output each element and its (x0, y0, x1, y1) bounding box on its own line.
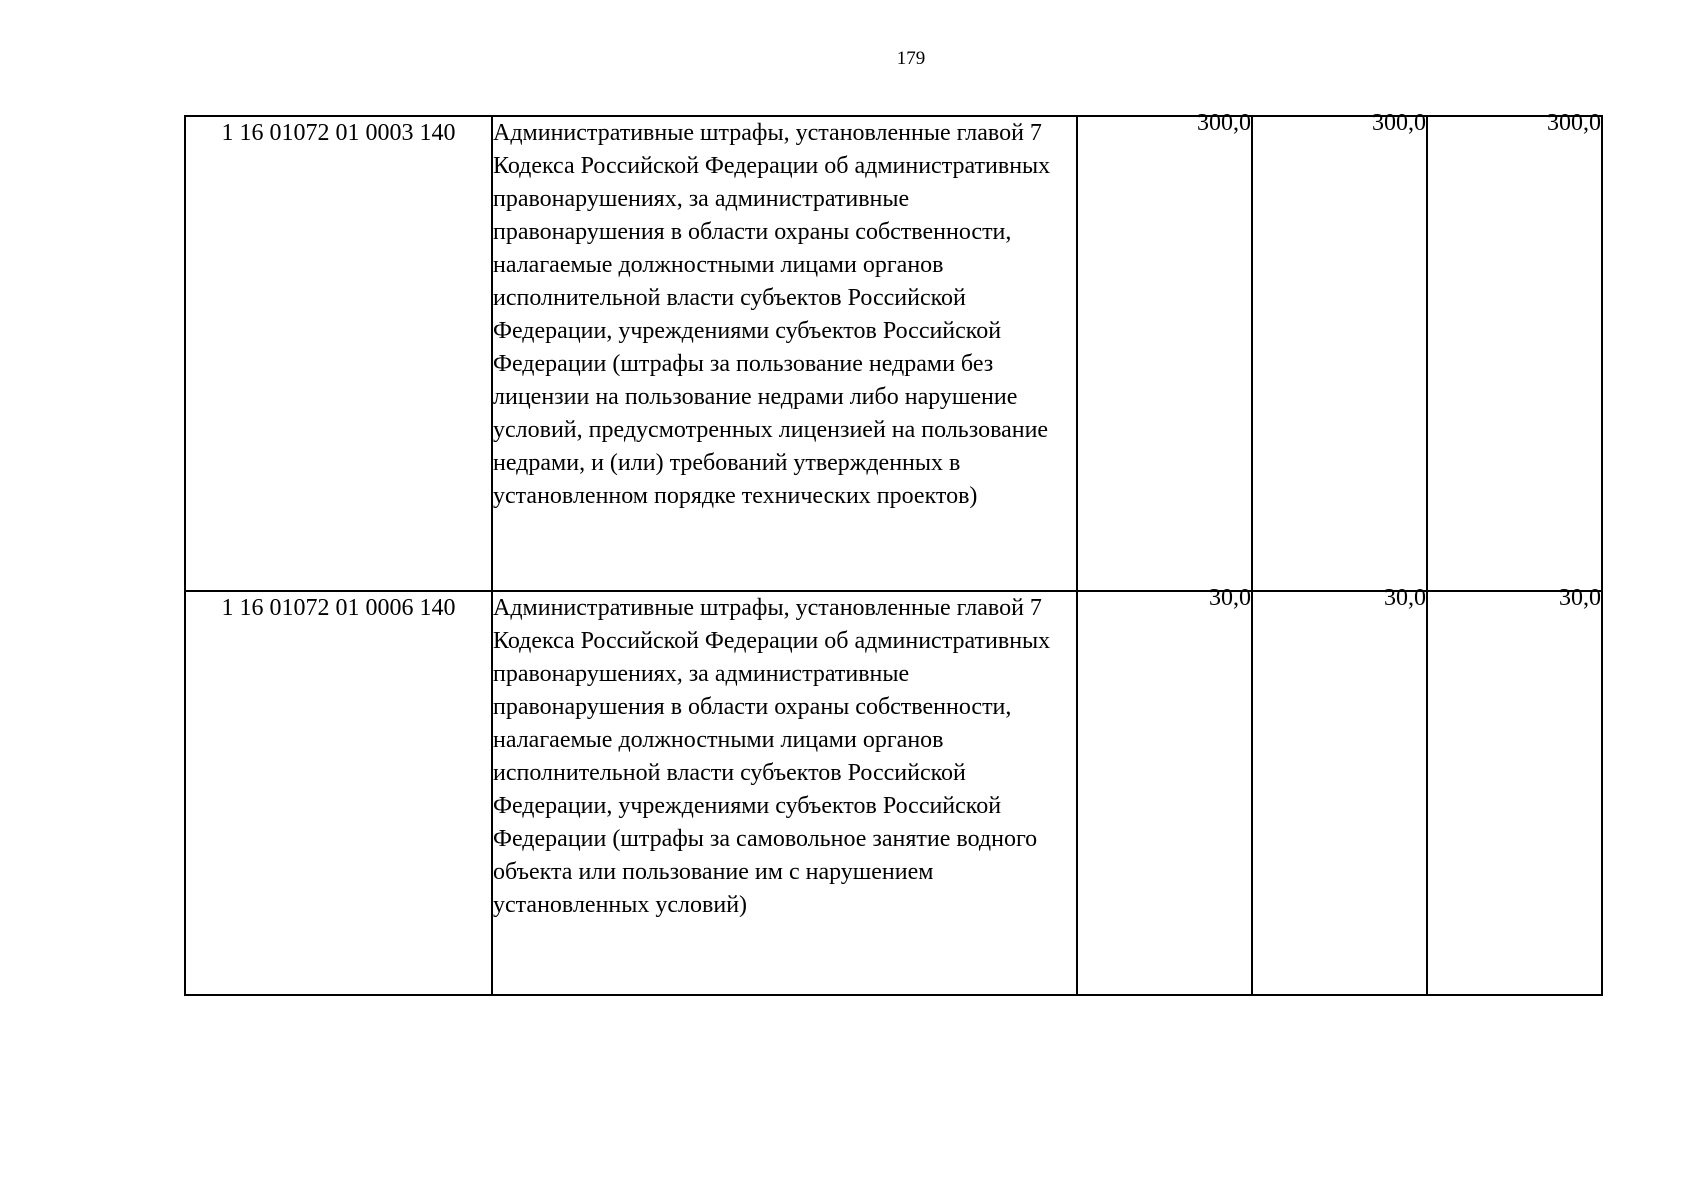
budget-code-cell: 1 16 01072 01 0003 140 (185, 116, 492, 591)
amount-value: 30,0 (1384, 585, 1426, 611)
budget-table (184, 110, 1603, 996)
amount-cell-year-3 (1427, 585, 1602, 995)
amount-value: 300,0 (1197, 110, 1251, 136)
amount-value: 30,0 (1559, 585, 1601, 611)
description-cell: Административные штрафы, установленные главой 7 Кодекса Российской Федерации об административных правонарушениях, за административные правонарушения в области охраны собственности, налагаемые должностными лицами органов исполнительной власти субъектов Российской Федерации, учреждениями субъектов Российской Федерации (штрафы за пользование недрами без лицензии на пользование недрами либо нарушение условий, предусмотренных лицензией на пользование недрами, и (или) требований утвержденных в установленном порядке технических проектов) (492, 116, 1077, 591)
amount-cell-year-2 (1252, 585, 1427, 995)
page-number: 179 (896, 48, 926, 69)
amount-cell-year-3 (1427, 110, 1602, 591)
description-cell: Административные штрафы, установленные главой 7 Кодекса Российской Федерации об административных правонарушениях, за административные правонарушения в области охраны собственности, налагаемые должностными лицами органов исполнительной власти субъектов Российской Федерации, учреждениями субъектов Российской Федерации (штрафы за самовольное занятие водного объекта или пользование им с нарушением установленных условий) (492, 591, 1077, 995)
amount-cell-year-1 (1077, 585, 1252, 995)
amount-cell-year-2 (1252, 110, 1427, 591)
amount-value: 30,0 (1209, 585, 1251, 611)
table-row (185, 591, 1602, 995)
amount-cell-year-1 (1077, 110, 1252, 591)
amount-value: 300,0 (1372, 110, 1426, 136)
table-row (185, 116, 1602, 591)
amount-value: 300,0 (1547, 110, 1601, 136)
budget-code-cell: 1 16 01072 01 0006 140 (185, 591, 492, 995)
